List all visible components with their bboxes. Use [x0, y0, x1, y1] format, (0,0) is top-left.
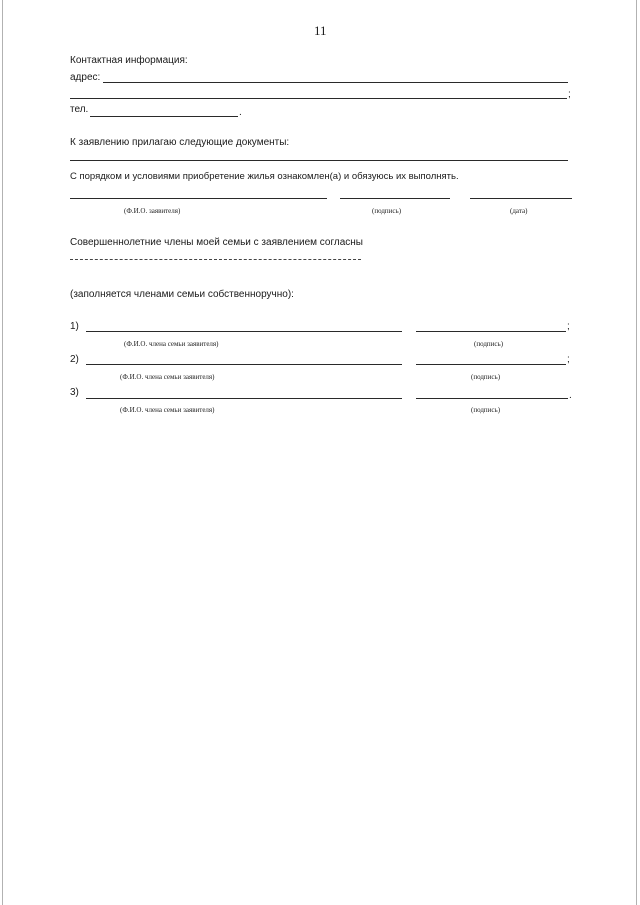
member-3-name-line[interactable] — [86, 398, 402, 399]
address-line-1[interactable] — [103, 82, 568, 83]
applicant-name-line[interactable] — [70, 198, 327, 199]
phone-line[interactable] — [90, 116, 238, 117]
phone-label: тел. — [70, 104, 89, 115]
applicant-signature-caption: (подпись) — [372, 207, 402, 215]
member-1-end-mark: ; — [567, 321, 570, 332]
address-label: адрес: — [70, 72, 101, 83]
member-1-signature-line[interactable] — [416, 331, 566, 332]
applicant-name-caption: (Ф.И.О. заявителя) — [124, 207, 181, 215]
member-1-name-caption: (Ф.И.О. члена семьи заявителя) — [124, 340, 219, 348]
member-2-end-mark: ; — [567, 354, 570, 365]
member-2-number: 2) — [70, 354, 79, 365]
member-3-number: 3) — [70, 387, 79, 398]
address-line-2[interactable] — [70, 98, 567, 99]
member-2-name-caption: (Ф.И.О. члена семьи заявителя) — [120, 373, 215, 381]
family-heading: Совершеннолетние члены моей семьи с заявлением согласны — [70, 237, 363, 248]
phone-end-mark: . — [239, 107, 242, 118]
documents-line[interactable] — [70, 160, 568, 161]
scan-edge-right — [636, 0, 637, 905]
scan-edge-left — [2, 0, 3, 905]
contact-heading: Контактная информация: — [70, 55, 188, 66]
member-1-signature-caption: (подпись) — [474, 340, 504, 348]
member-3-signature-caption: (подпись) — [471, 406, 501, 414]
family-heading-dashed-line — [70, 259, 361, 260]
member-2-name-line[interactable] — [86, 364, 402, 365]
documents-heading: К заявлению прилагаю следующие документы: — [70, 137, 290, 148]
applicant-signature-line[interactable] — [340, 198, 450, 199]
member-1-number: 1) — [70, 321, 79, 332]
member-3-name-caption: (Ф.И.О. члена семьи заявителя) — [120, 406, 215, 414]
applicant-date-caption: (дата) — [510, 207, 528, 215]
member-2-signature-line[interactable] — [416, 364, 566, 365]
family-note: (заполняется членами семьи собственноручно): — [70, 289, 294, 300]
page-number: 11 — [314, 23, 327, 38]
member-1-name-line[interactable] — [86, 331, 402, 332]
address-end-mark: ; — [568, 89, 571, 100]
consent-text: С порядком и условиями приобретение жилья ознакомлен(а) и обязуюсь их выполнять. — [70, 171, 459, 182]
member-2-signature-caption: (подпись) — [471, 373, 501, 381]
member-3-signature-line[interactable] — [416, 398, 568, 399]
member-3-end-mark: . — [569, 390, 572, 401]
applicant-date-line[interactable] — [470, 198, 572, 199]
